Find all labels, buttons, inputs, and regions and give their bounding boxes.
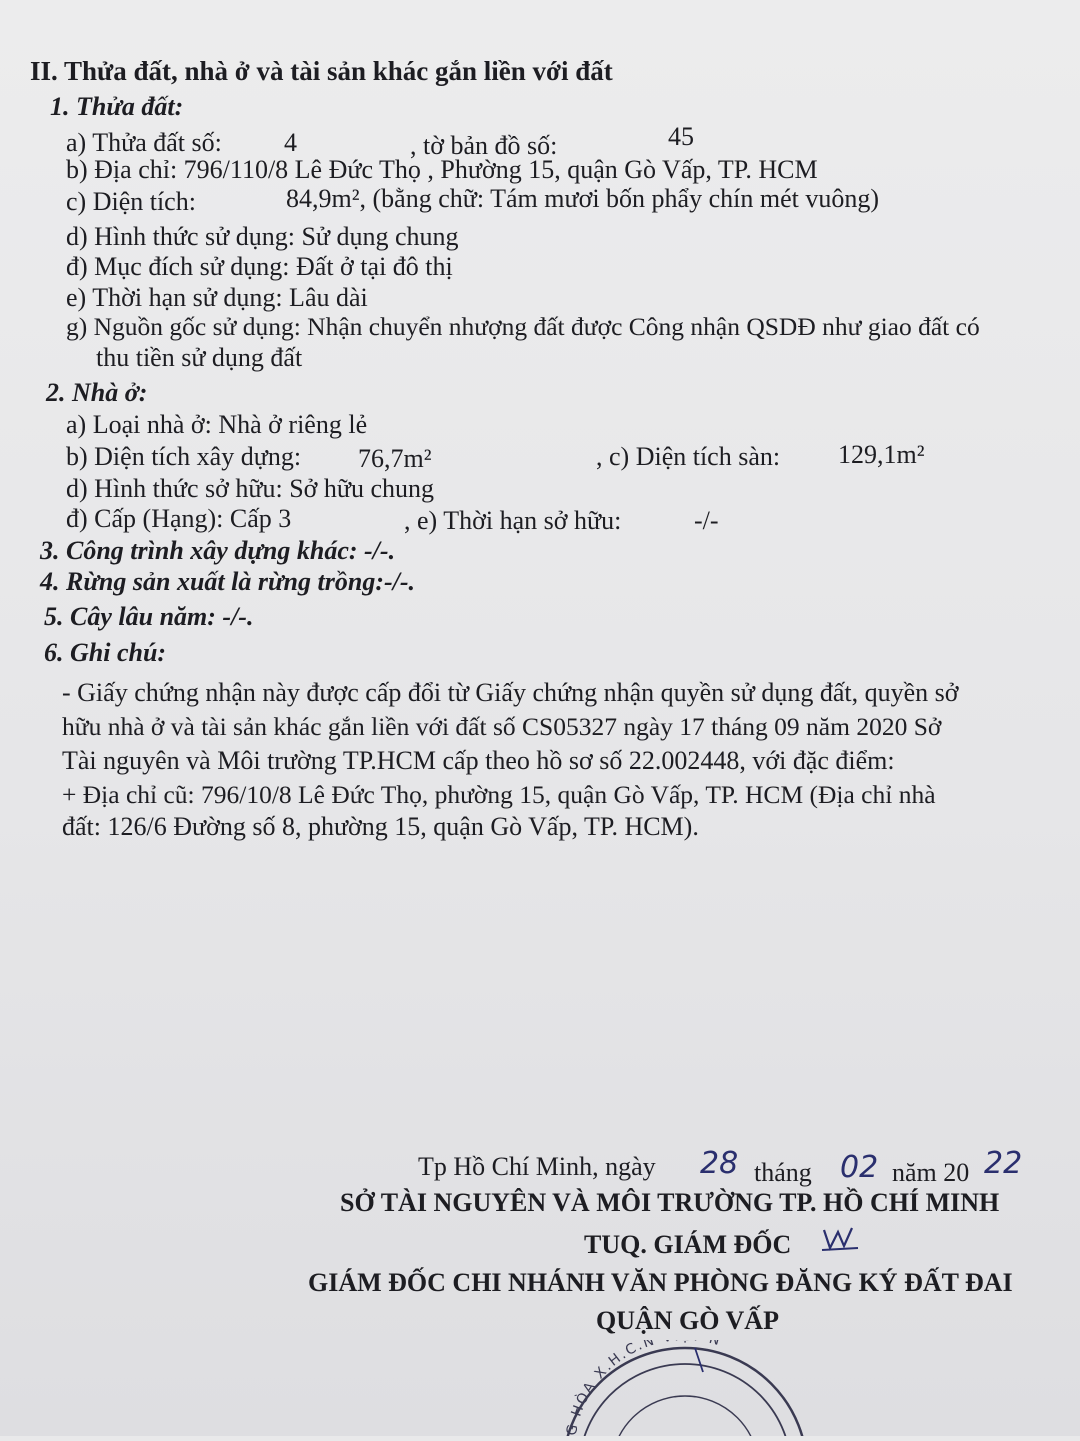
note-line: Tài nguyên và Môi trường TP.HCM cấp theo hồ sơ số 22.002448, với đặc điểm: — [62, 746, 895, 775]
land-origin-cont: thu tiền sử dụng đất — [96, 343, 303, 372]
seal-text: G HÒA X.H.C.N N — [563, 1340, 724, 1436]
built-area-value: 76,7m² — [358, 444, 432, 473]
district-name: QUẬN GÒ VẤP — [596, 1306, 779, 1335]
map-sheet-label: , tờ bản đồ số: — [410, 131, 558, 160]
other-works: 3. Công trình xây dựng khác: -/-. — [40, 536, 396, 565]
year-label: năm 20 — [892, 1158, 970, 1187]
signature-month: 02 — [840, 1150, 879, 1185]
note-line: hữu nhà ở và tài sản khác gắn liền với đất số CS05327 ngày 17 tháng 09 năm 2020 Sở — [62, 712, 942, 741]
built-area-label: b) Diện tích xây dựng: — [66, 442, 302, 471]
land-origin: g) Nguồn gốc sử dụng: Nhận chuyển nhượng đất được Công nhận QSDĐ như giao đất có — [66, 312, 980, 341]
issuing-org: SỞ TÀI NGUYÊN VÀ MÔI TRƯỜNG TP. HỒ CHÍ MINH — [340, 1188, 1000, 1217]
map-sheet-number: 45 — [668, 122, 694, 151]
land-use-form: d) Hình thức sử dụng: Sử dụng chung — [66, 222, 459, 251]
branch-director: GIÁM ĐỐC CHI NHÁNH VĂN PHÒNG ĐĂNG KÝ ĐẤT ĐAI — [308, 1268, 1013, 1297]
land-heading: 1. Thửa đất: — [50, 92, 184, 121]
month-label: tháng — [754, 1158, 812, 1187]
ownership-form: d) Hình thức sở hữu: Sở hữu chung — [66, 474, 435, 503]
note-line: + Địa chỉ cũ: 796/10/8 Lê Đức Thọ, phường 15, quận Gò Vấp, TP. HCM (Địa chỉ nhà — [62, 780, 936, 809]
official-seal — [545, 1340, 805, 1441]
land-use-purpose: đ) Mục đích sử dụng: Đất ở tại đô thị — [66, 252, 453, 281]
planted-forest: 4. Rừng sản xuất là rừng trồng:-/-. — [40, 567, 416, 596]
land-address: b) Địa chỉ: 796/110/8 Lê Đức Thọ , Phường 15, quận Gò Vấp, TP. HCM — [66, 155, 818, 184]
house-grade: đ) Cấp (Hạng): Cấp 3 — [66, 504, 292, 533]
floor-area-value: 129,1m² — [838, 440, 925, 469]
perennial-trees: 5. Cây lâu năm: -/-. — [44, 602, 254, 631]
land-use-term: e) Thời hạn sử dụng: Lâu dài — [66, 283, 368, 312]
note-line: - Giấy chứng nhận này được cấp đổi từ Giấy chứng nhận quyền sử dụng đất, quyền sở — [62, 678, 959, 707]
land-area-value: 84,9m², (bằng chữ: Tám mươi bốn phẩy chín mét vuông) — [286, 184, 879, 213]
land-plot-label: a) Thửa đất số: — [66, 128, 222, 157]
house-type: a) Loại nhà ở: Nhà ở riêng lẻ — [66, 410, 368, 439]
note-line: đất: 126/6 Đường số 8, phường 15, quận Gò Vấp, TP. HCM). — [62, 812, 699, 841]
notes-heading: 6. Ghi chú: — [44, 638, 167, 667]
ownership-term-label: , e) Thời hạn sở hữu: — [404, 506, 622, 535]
place-date-prefix: Tp Hồ Chí Minh, ngày — [418, 1152, 656, 1181]
section-title: II. Thửa đất, nhà ở và tài sản khác gắn liền với đất — [30, 56, 613, 86]
initials-mark — [818, 1224, 862, 1254]
land-plot-number: 4 — [284, 128, 297, 157]
signature-day: 28 — [700, 1146, 739, 1181]
floor-area-label: , c) Diện tích sàn: — [596, 442, 781, 471]
ownership-term-value: -/- — [694, 506, 719, 535]
tuq-director: TUQ. GIÁM ĐỐC — [584, 1230, 792, 1259]
land-area-label: c) Diện tích: — [66, 187, 196, 216]
house-heading: 2. Nhà ở: — [46, 378, 148, 407]
signature-year-suffix: 22 — [984, 1146, 1023, 1181]
